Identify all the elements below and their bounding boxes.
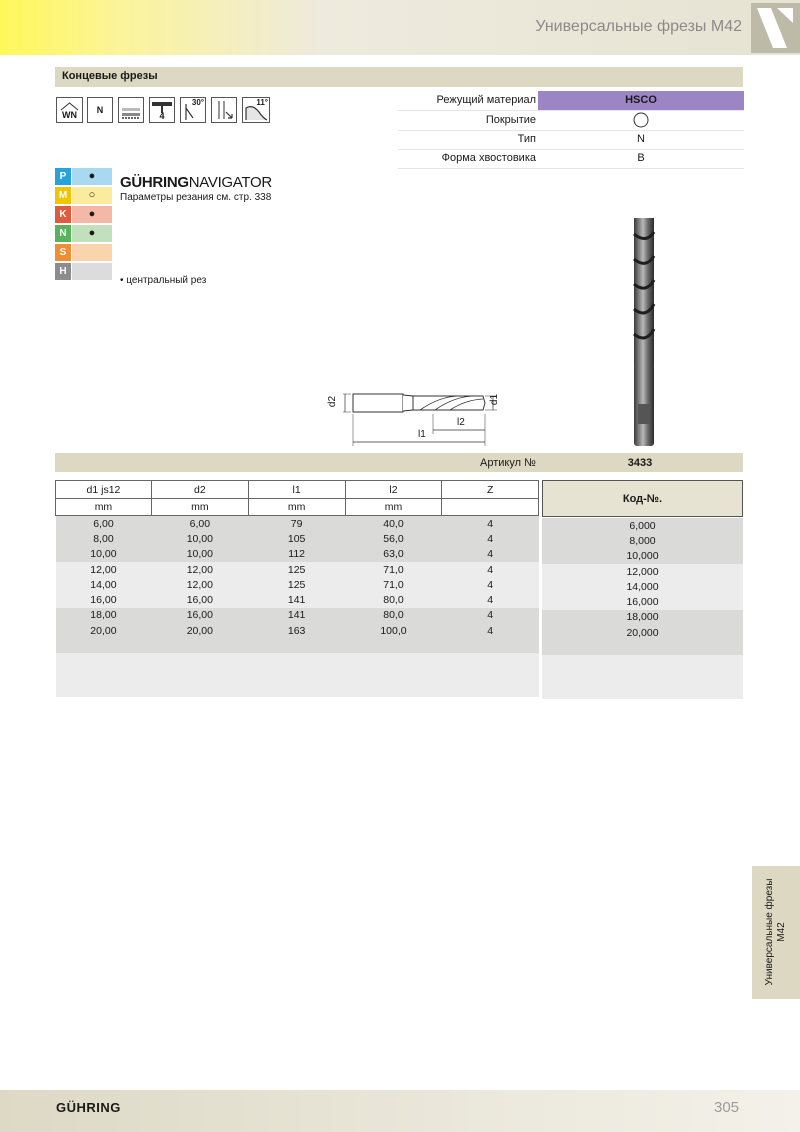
d2-label: d2 [327, 395, 339, 408]
flutes-label: 4 [159, 111, 165, 121]
table-cell: 40,0 [383, 517, 404, 530]
n-pictogram-icon [87, 97, 113, 123]
col-header-l1: l1 [248, 481, 345, 499]
wn-pictogram-icon [56, 97, 83, 123]
article-number: 3433 [627, 457, 653, 469]
material-group-letter: N [55, 225, 71, 242]
wn-label: WN [62, 110, 77, 120]
material-group-p [55, 168, 112, 185]
table-cell: 4 [487, 548, 494, 561]
table-row-spacer [542, 640, 743, 655]
d1-label: d1 [489, 393, 501, 406]
table-cell: 4 [487, 578, 494, 591]
col-header-d2: d2 [151, 481, 248, 499]
table-cell: 6,00 [93, 517, 114, 530]
table-cell: 80,0 [383, 594, 404, 607]
material-group-letter: P [55, 168, 71, 185]
table-row [56, 592, 539, 607]
table-cell: 14,00 [90, 578, 117, 591]
table-row [542, 610, 743, 625]
code-cell: 6,000 [629, 519, 656, 532]
material-group-m [55, 187, 112, 204]
end-mill-photo [626, 214, 660, 448]
property-value: HSCO [538, 91, 744, 110]
side-tab-line2: M42 [776, 922, 787, 942]
table-cell: 12,00 [90, 563, 117, 576]
material-group-mark: ● [72, 225, 112, 242]
navigator-brand-bold: GÜHRING [120, 174, 189, 191]
table-cell: 100,0 [380, 624, 407, 637]
table-row [56, 623, 539, 638]
material-group-letter: K [55, 206, 71, 223]
material-group-s [55, 244, 112, 261]
table-row-empty [542, 655, 743, 699]
property-row-material [398, 91, 744, 111]
property-label: Форма хвостовика [441, 152, 536, 164]
n-label: N [96, 105, 104, 115]
material-group-mark: ○ [72, 187, 112, 204]
cutting-params-note: Параметры резания см. стр. 338 [120, 192, 272, 203]
table-row [542, 594, 743, 609]
table-cell: 163 [287, 624, 306, 637]
material-group-letter: S [55, 244, 71, 261]
col-header-l2: l2 [345, 481, 442, 499]
table-cell: 56,0 [383, 532, 404, 545]
table-cell: 4 [487, 563, 494, 576]
footer-brand-logo: GÜHRING [56, 1100, 121, 1115]
table-cell: 6,00 [189, 517, 211, 530]
table-cell: 79 [290, 517, 303, 530]
table-cell: 16,00 [186, 609, 213, 622]
code-cell: 8,000 [629, 534, 656, 547]
material-group-mark [72, 244, 112, 261]
section-title: Концевые фрезы [62, 70, 158, 82]
shank-pictogram-icon [118, 97, 144, 123]
table-row [56, 577, 539, 592]
table-cell: 10,00 [186, 532, 213, 545]
code-table [542, 518, 743, 699]
table-row [56, 516, 539, 532]
material-group-mark: ● [72, 168, 112, 185]
table-cell: 80,0 [383, 609, 404, 622]
table-row [542, 564, 743, 579]
material-group-mark [72, 263, 112, 280]
cutting-direction-pictogram-icon [211, 97, 237, 123]
section-bar [55, 67, 743, 87]
helix-angle-pictogram-icon [180, 97, 206, 123]
material-group-h [55, 263, 112, 280]
table-cell: 16,00 [186, 594, 213, 607]
page-number: 305 [714, 1099, 740, 1116]
guhring-navigator-logo [120, 174, 272, 191]
clearance-angle-label: 11° [256, 98, 268, 107]
table-cell: 20,00 [186, 624, 213, 637]
table-cell: 20,00 [90, 624, 117, 637]
table-cell: 125 [287, 563, 306, 576]
helix-angle-label: 30° [191, 98, 204, 107]
table-cell: 141 [287, 594, 306, 607]
header-title: Универсальные фрезы M42 [535, 18, 742, 35]
material-group-letter: H [55, 263, 71, 280]
table-row [56, 608, 539, 623]
table-cell: 71,0 [383, 578, 404, 591]
material-group-k [55, 206, 112, 223]
code-column-header: Код-№. [542, 480, 743, 517]
property-row-type [398, 130, 744, 150]
table-cell: 4 [487, 517, 494, 530]
table-units-row [56, 499, 539, 516]
table-row-empty [56, 653, 539, 697]
table-cell: 105 [287, 532, 306, 545]
table-cell: 8,00 [93, 532, 114, 545]
table-cell: 4 [487, 609, 494, 622]
col-header-d1: d1 js12 [56, 481, 152, 499]
table-cell: 18,00 [90, 609, 117, 622]
table-cell: 4 [487, 594, 494, 607]
table-row [542, 625, 743, 640]
table-row [542, 518, 743, 533]
dimensions-table [55, 480, 539, 697]
table-cell: 4 [487, 624, 494, 637]
table-cell: 10,00 [90, 548, 117, 561]
unit-cell: mm [345, 499, 442, 516]
table-cell: 125 [287, 578, 306, 591]
l1-label: l1 [418, 429, 426, 440]
property-label: Режущий материал [436, 94, 536, 106]
l2-label: l2 [457, 417, 465, 428]
table-cell: 4 [487, 532, 494, 545]
material-group-mark: ● [72, 206, 112, 223]
center-cut-note: • центральный рез [120, 275, 207, 286]
table-cell: 63,0 [383, 548, 404, 561]
property-row-shank [398, 149, 744, 169]
chapter-side-tab[interactable] [752, 866, 800, 999]
table-cell: 71,0 [383, 563, 404, 576]
material-group-letter: M [55, 187, 71, 204]
header-logo-icon [751, 3, 800, 53]
property-value: B [637, 152, 645, 164]
table-cell: 16,00 [90, 594, 117, 607]
property-row-coating [398, 111, 744, 131]
table-cell: 12,00 [186, 563, 213, 576]
table-cell: 12,00 [186, 578, 213, 591]
side-tab-label [764, 879, 788, 986]
side-tab-line1: Универсальные фрезы [764, 878, 775, 986]
table-row [542, 549, 743, 564]
table-cell: 10,00 [186, 548, 213, 561]
table-row [56, 562, 539, 577]
table-header-row [56, 481, 539, 499]
property-value: N [637, 133, 645, 145]
end-mill-drawing [325, 382, 505, 448]
clearance-angle-pictogram-icon [242, 97, 270, 123]
table-row [56, 547, 539, 562]
property-label: Тип [517, 133, 536, 145]
table-cell: 112 [288, 548, 306, 561]
table-row [56, 531, 539, 546]
uncoated-circle-icon [538, 112, 744, 131]
flutes-pictogram-icon [149, 97, 175, 123]
material-group-n [55, 225, 112, 242]
unit-cell: mm [248, 499, 345, 516]
table-row-spacer [56, 638, 539, 653]
table-row [542, 533, 743, 548]
unit-cell: mm [56, 499, 152, 516]
unit-cell: mm [151, 499, 248, 516]
code-cell: 14,000 [626, 580, 659, 593]
col-header-z: Z [442, 481, 539, 499]
table-cell: 141 [287, 609, 306, 622]
navigator-brand-light: NAVIGATOR [188, 174, 272, 191]
code-cell: 20,000 [626, 626, 659, 639]
article-label: Артикул № [480, 457, 536, 469]
unit-cell [442, 499, 539, 516]
code-cell: 12,000 [626, 565, 659, 578]
property-label: Покрытие [485, 114, 536, 126]
code-cell: 16,000 [626, 596, 659, 609]
code-cell: 18,000 [626, 611, 659, 624]
table-row [542, 579, 743, 594]
code-cell: 10,000 [626, 550, 659, 563]
